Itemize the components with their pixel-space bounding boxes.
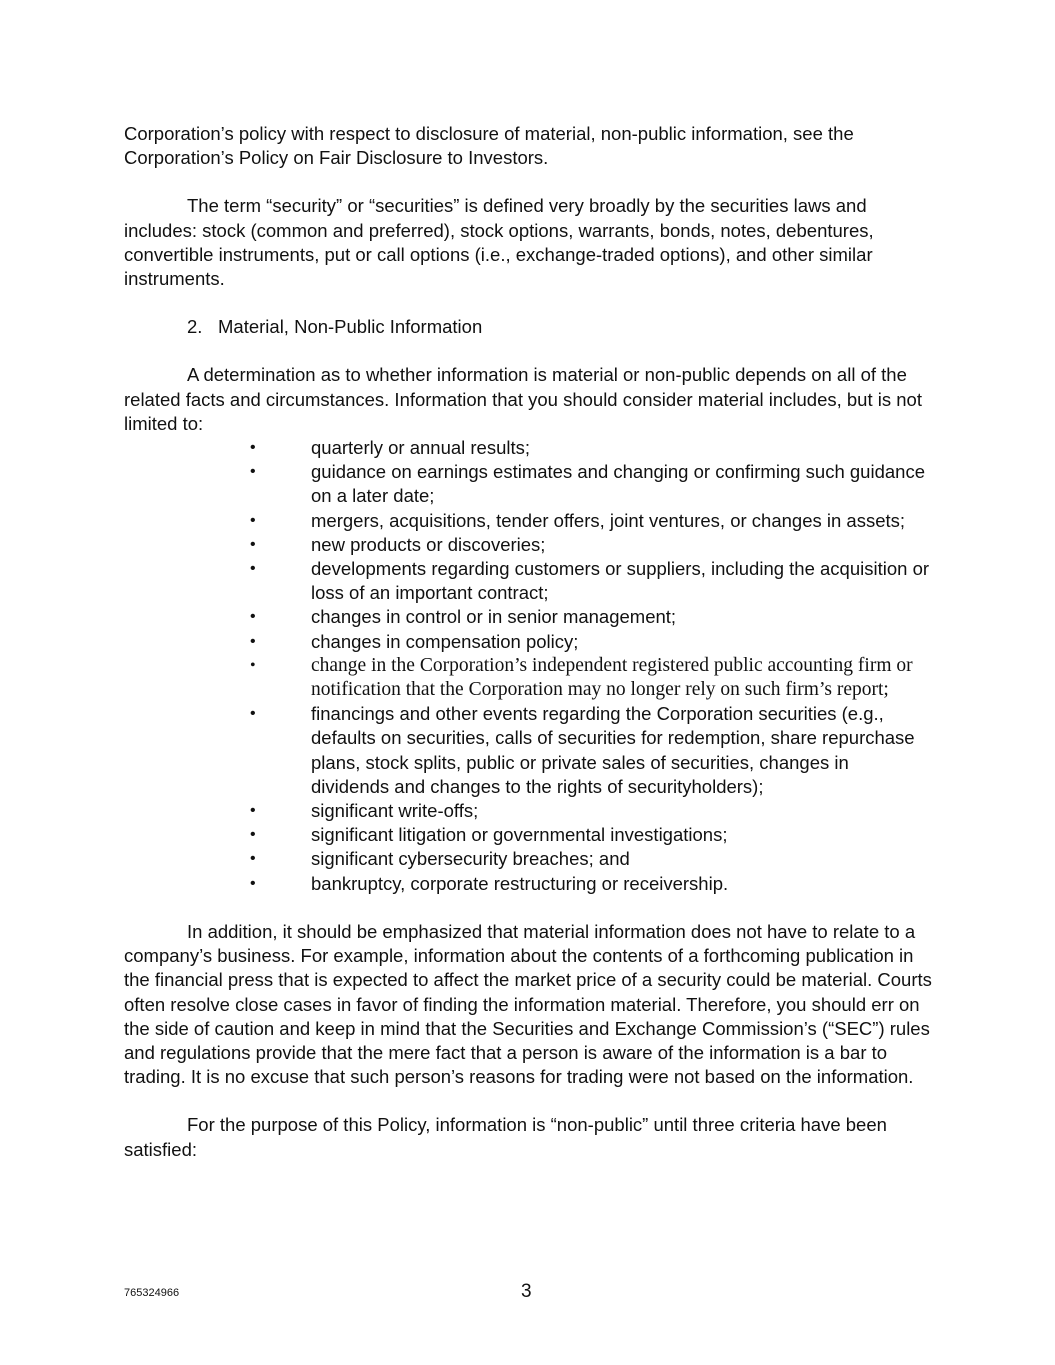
list-item-text: changes in compensation policy; — [311, 630, 579, 652]
list-item — [124, 872, 932, 896]
bullet-icon: • — [250, 608, 256, 626]
bullet-icon: • — [250, 439, 256, 457]
bullet-icon: • — [250, 874, 256, 892]
list-item — [124, 702, 932, 799]
bullet-icon: • — [250, 511, 256, 529]
bullet-icon: • — [250, 802, 256, 820]
list-item — [124, 533, 932, 557]
list-item — [124, 799, 932, 823]
addition-paragraph: In addition, it should be emphasized that material information does not have to relate to a company’s business. For example, information about the contents of a forthcoming publication in the financial press that is expected to affect the market price of a security could be material. Courts often resolve close cases in favor of finding the information material. Therefore, you should err on the side of caution and keep in mind that the Securities and Exchange Commission’s (“SEC”) rules and regulations provide that the mere fact that a person is aware of the information is a bar to trading. It is no excuse that such person’s reasons for trading were not based on the information. — [124, 920, 932, 1088]
list-item-text: mergers, acquisitions, tender offers, joint ventures, or changes in assets; — [311, 509, 906, 531]
securities-definition-paragraph: The term “security” or “securities” is defined very broadly by the securities laws and includes: stock (common and preferred), stock options, warrants, bonds, notes, debentures, convertible instruments, put or call options (i.e., exchange-traded options), and other similar instruments. — [124, 195, 874, 290]
bullet-icon: • — [250, 656, 256, 674]
list-item — [124, 605, 932, 629]
bullet-icon: • — [250, 826, 256, 844]
list-item-text: guidance on earnings estimates and changing or confirming such guidance on a later date; — [311, 461, 925, 507]
bullet-icon: • — [250, 850, 256, 868]
section-heading — [187, 315, 932, 339]
list-item — [124, 630, 932, 654]
bullet-icon: • — [250, 632, 256, 650]
determination-paragraph: A determination as to whether information is material or non-public depends on all of the related facts and circumstances. Information that you should consider material includes, but is not limited to: — [124, 364, 922, 434]
list-item-text: significant litigation or governmental investigations; — [311, 824, 728, 846]
non-public-criteria-paragraph: For the purpose of this Policy, information is “non-public” until three criteria have been satisfied: — [124, 1114, 887, 1160]
list-item-text: changes in control or in senior management; — [311, 606, 677, 628]
list-item — [124, 460, 932, 508]
list-item-text: change in the Corporation’s independent registered public accounting firm or notification that the Corporation may no longer rely on such firm’s report; — [311, 654, 913, 701]
list-item — [124, 823, 932, 847]
list-item-text: significant write-offs; — [311, 800, 479, 822]
list-item — [124, 847, 932, 871]
page-number: 3 — [521, 1281, 532, 1302]
list-item-text: developments regarding customers or suppliers, including the acquisition or loss of an important contract; — [311, 558, 930, 604]
list-item-text: financings and other events regarding the Corporation securities (e.g., defaults on securities, calls of securities for redemption, share repurchase plans, stock splits, public or private sales of securities, changes in dividends and changes to the rights of securityholders); — [311, 703, 915, 797]
intro-paragraph: Corporation’s policy with respect to disclosure of material, non-public information, see the Corporation’s Policy on Fair Disclosure to Investors. — [124, 123, 854, 169]
document-id: 765324966 — [124, 1287, 180, 1299]
list-item-text: new products or discoveries; — [311, 533, 546, 555]
list-item-text: quarterly or annual results; — [311, 437, 531, 459]
material-information-list — [124, 436, 932, 896]
document-page — [124, 122, 932, 1162]
section-number: 2. — [187, 316, 203, 338]
bullet-icon: • — [250, 463, 256, 481]
list-item — [124, 557, 932, 605]
bullet-icon: • — [250, 560, 256, 578]
list-item — [124, 436, 932, 460]
list-item — [124, 654, 932, 702]
section-title: Material, Non-Public Information — [218, 316, 483, 338]
list-item-text: significant cybersecurity breaches; and — [311, 848, 630, 870]
bullet-icon: • — [250, 705, 256, 723]
bullet-icon: • — [250, 535, 256, 553]
list-item — [124, 509, 932, 533]
list-item-text: bankruptcy, corporate restructuring or receivership. — [311, 872, 729, 894]
